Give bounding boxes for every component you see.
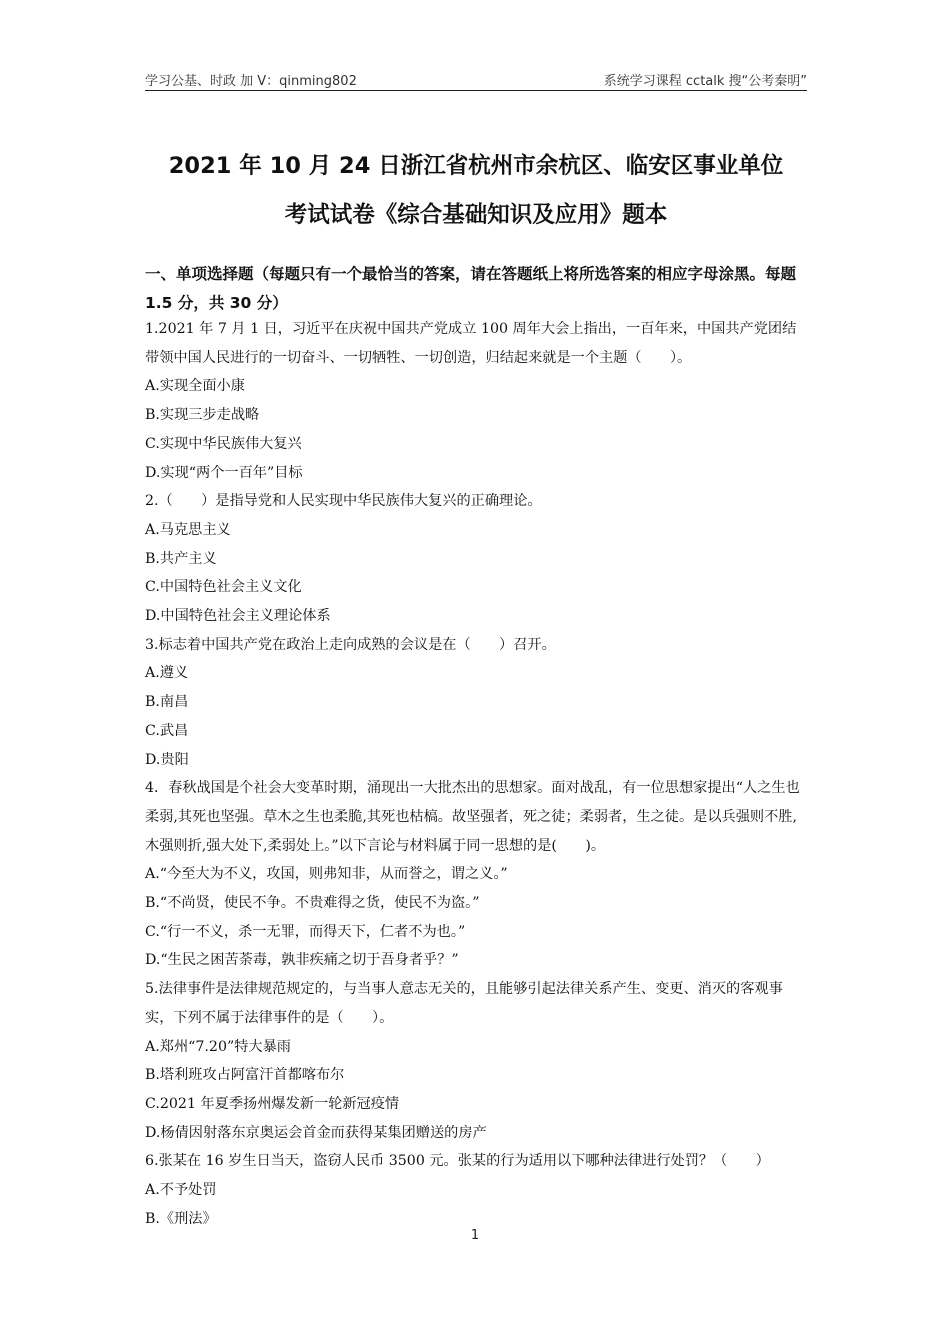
question-option: A.实现全面小康 xyxy=(145,378,245,395)
page-header xyxy=(145,68,807,91)
document-title-line-1: 2021 年 10 月 24 日浙江省杭州市余杭区、临安区事业单位 xyxy=(168,153,784,179)
question-option: C.实现中华民族伟大复兴 xyxy=(145,435,302,452)
document-title-line-2: 考试试卷《综合基础知识及应用》题本 xyxy=(284,202,668,228)
question-option: A.马克思主义 xyxy=(145,521,231,538)
question-option: B.塔利班攻占阿富汗首都喀布尔 xyxy=(145,1067,345,1084)
question-option: A.郑州“7.20”特大暴雨 xyxy=(145,1038,291,1055)
section-heading: 一、单项选择题（每题只有一个最恰当的答案，请在答题纸上将所选答案的相应字母涂黑。每题 1.5 分，共 30 分） xyxy=(145,265,797,312)
question-option: C.武昌 xyxy=(145,722,189,739)
question-stem: 3.标志着中国共产党在政治上走向成熟的会议是在（ ）召开。 xyxy=(145,636,556,653)
question-stem: 5.法律事件是法律规范规定的，与当事人意志无关的，且能够引起法律关系产生、变更、消灭的客观事实，下列不属于法律事件的是（ ）。 xyxy=(145,981,783,1026)
header-right-text: 系统学习课程 cctalk 搜“公考秦明” xyxy=(603,74,807,89)
question-option: C.“行一不义，杀一无罪，而得天下，仁者不为也。” xyxy=(145,923,466,940)
question-stem: 1.2021 年 7 月 1 日，习近平在庆祝中国共产党成立 100 周年大会上指出，一百年来，中国共产党团结带领中国人民进行的一切奋斗、一切牺牲、一切创造，归结起来就是一个主题（ ）。 xyxy=(145,321,797,366)
question-option: A.遵义 xyxy=(145,665,189,682)
header-left-text: 学习公基、时政 加 V：qinming802 xyxy=(145,74,357,89)
question-option: C.中国特色社会主义文化 xyxy=(145,579,302,596)
question-stem: 2.（ ）是指导党和人民实现中华民族伟大复兴的正确理论。 xyxy=(145,493,542,510)
question-list xyxy=(145,315,807,1234)
question-stem: 4．春秋战国是个社会大变革时期，涌现出一大批杰出的思想家。面对战乱，有一位思想家提出“人之生也柔弱,其死也坚强。草木之生也柔脆,其死也枯槁。故坚强者，死之徒；柔弱者，生之徒。是以兵强则不胜,木强则折,强大处下,柔弱处上。”以下言论与材料属于同一思想的是( )。 xyxy=(145,780,800,854)
question-option: D.贵阳 xyxy=(145,751,189,768)
question-option: C.2021 年夏季扬州爆发新一轮新冠疫情 xyxy=(145,1095,400,1112)
question-option: B.实现三步走战略 xyxy=(145,407,260,424)
question-option: D.“生民之困苦荼毒，孰非疾痛之切于吾身者乎？” xyxy=(145,952,459,969)
question-option: B.南昌 xyxy=(145,694,189,711)
question-option: B.共产主义 xyxy=(145,550,217,567)
question-option: B.“不尚贤，使民不争。不贵难得之货，使民不为盗。” xyxy=(145,895,480,912)
page-number: 1 xyxy=(470,1228,480,1243)
question-option: B.《刑法》 xyxy=(145,1210,217,1227)
question-option: D.实现“两个一百年”目标 xyxy=(145,464,303,481)
question-option: A.不予处罚 xyxy=(145,1182,217,1199)
question-option: D.中国特色社会主义理论体系 xyxy=(145,608,331,625)
question-option: A.“今至大为不义，攻国，则弗知非，从而誉之，谓之义。” xyxy=(145,866,508,883)
question-option: D.杨倩因射落东京奥运会首金而获得某集团赠送的房产 xyxy=(145,1124,487,1141)
question-stem: 6.张某在 16 岁生日当天，盗窃人民币 3500 元。张某的行为适用以下哪种法律进行处罚？（ ） xyxy=(145,1153,770,1170)
